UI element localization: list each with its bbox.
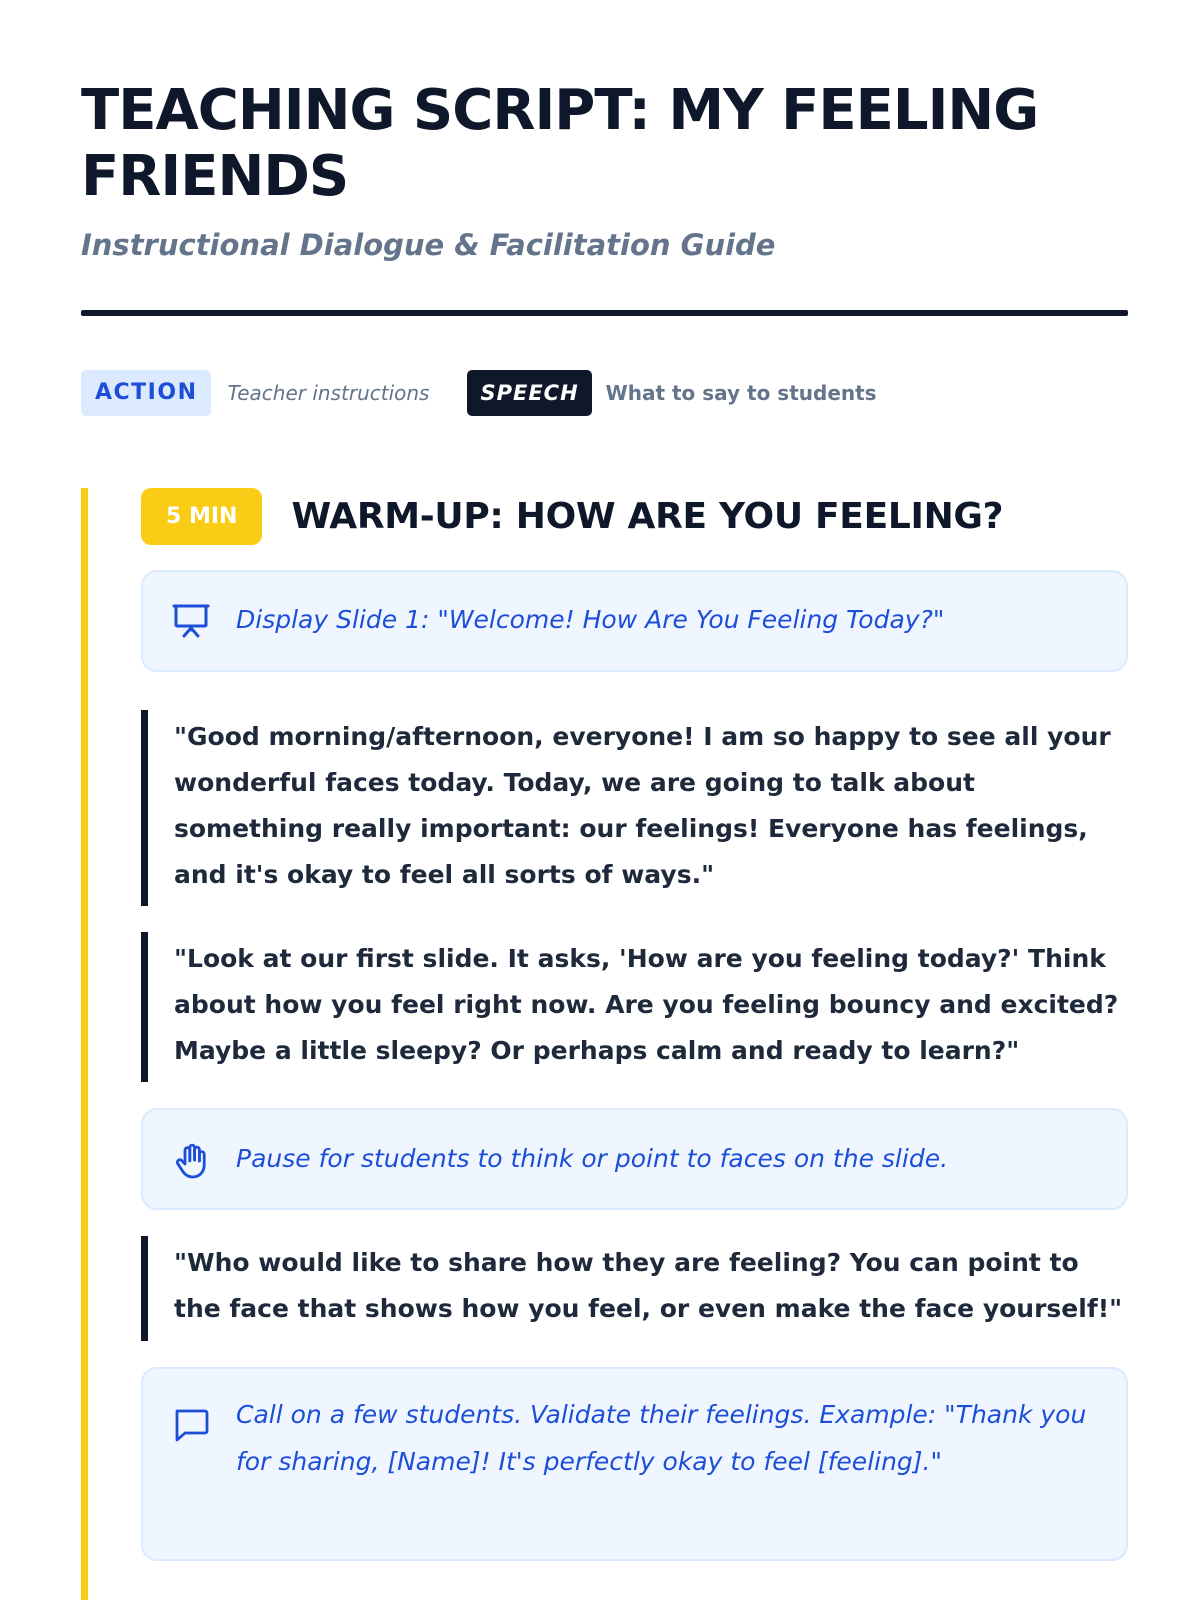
hand-icon [171,1141,211,1181]
action-text: Display Slide 1: "Welcome! How Are You Feeling Today?" [236,605,945,634]
script-header [81,72,1128,416]
action-block [141,570,1128,672]
presentation-icon [171,600,211,640]
speech-text: "Look at our first slide. It asks, 'How are you feeling today?' Think about how you feel right now. Are you feeling bouncy and excited? Maybe a little sleepy? Or perhaps calm and ready to learn?" [174,944,1119,1065]
legend [81,370,1128,416]
page-title: TEACHING SCRIPT: MY FEELING FRIENDS [81,78,1039,209]
action-text: Call on a few students. Validate their feelings. Example: "Thank you for sharing, [Name]! It's perfectly okay to feel [feeling]." [236,1400,1087,1476]
section-accent-bar [81,488,88,1600]
section-content [141,488,1128,1561]
legend-action-badge: ACTION [81,370,211,416]
section-header [141,488,1128,545]
header-divider [81,310,1128,316]
action-block [141,1367,1128,1561]
speech-text: "Who would like to share how they are feeling? You can point to the face that shows how you feel, or even make the face yourself!" [174,1248,1123,1323]
action-text: Pause for students to think or point to faces on the slide. [236,1144,949,1173]
section-title: WARM-UP: HOW ARE YOU FEELING? [291,496,1004,537]
speech-block [141,1236,1128,1341]
legend-speech-badge: SPEECH [467,370,591,416]
speech-block [141,710,1128,906]
action-block [141,1108,1128,1210]
speech-text: "Good morning/afternoon, everyone! I am so happy to see all your wonderful faces today. Today, we are going to talk about something really important: our feelings! Everyone has feelings, and it's okay to feel all sorts of ways." [174,722,1111,889]
legend-speech-description: What to say to students [605,381,877,405]
legend-action-description: Teacher instructions [227,381,430,405]
chat-bubble-icon [171,1403,211,1443]
speech-block [141,932,1128,1082]
page-subtitle: Instructional Dialogue & Facilitation Guide [81,228,776,262]
duration-badge: 5 MIN [141,488,262,545]
warm-up-section [81,488,1128,1600]
